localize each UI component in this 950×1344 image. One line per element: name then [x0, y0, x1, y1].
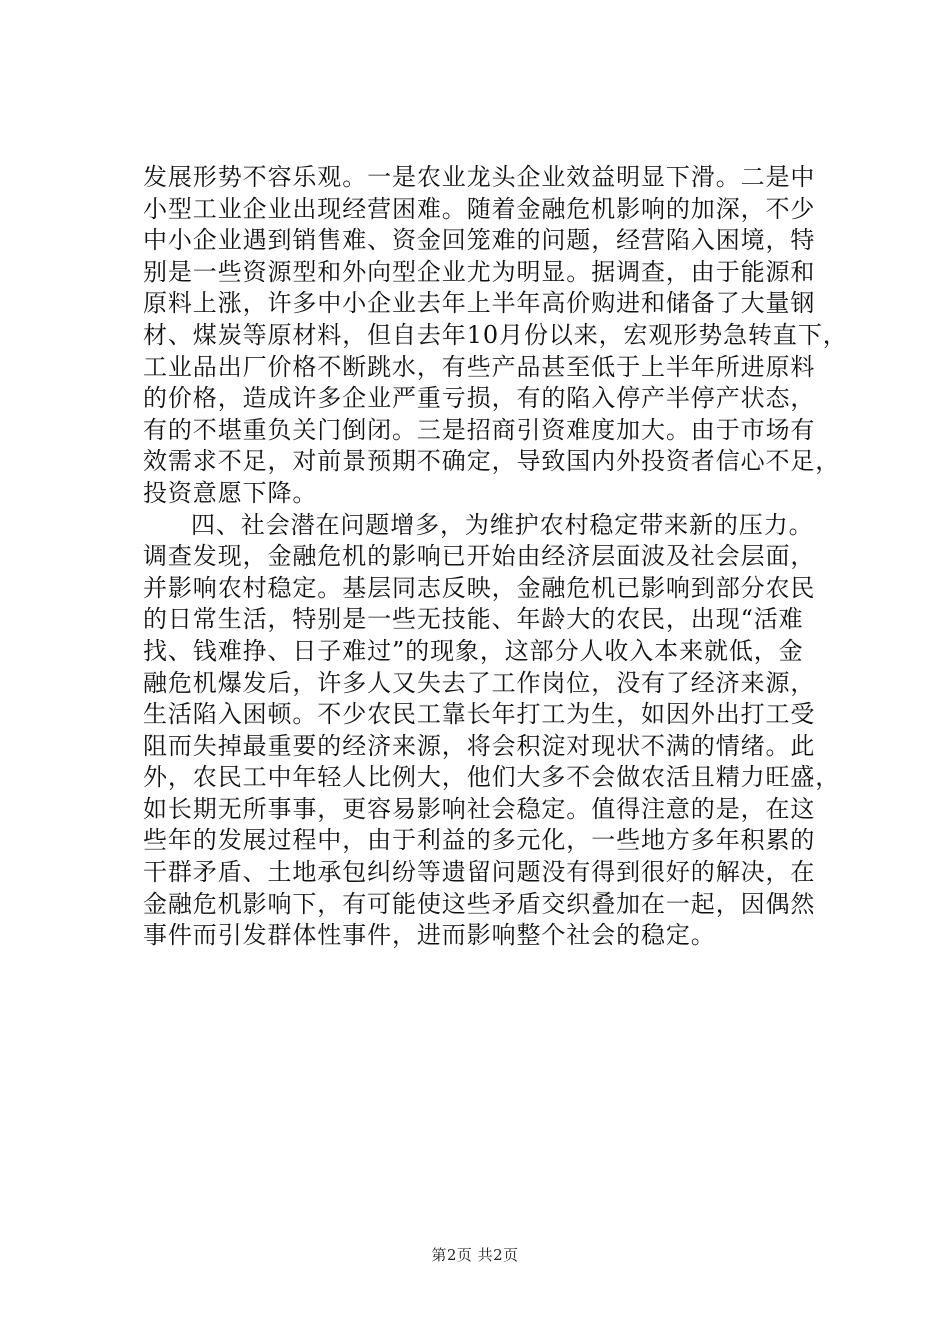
paragraph-2: [143, 510, 841, 952]
text-line: 阻而失掉最重要的经济来源，将会积淀对现状不满的情绪。此: [143, 731, 816, 760]
text-line: 外，农民工中年轻人比例大，他们大多不会做农活且精力旺盛，: [143, 763, 841, 792]
body-text: [143, 162, 848, 952]
text-line: 四、社会潜在问题增多，为维护农村稳定带来新的压力。: [191, 510, 814, 539]
text-line: 有的不堪重负关门倒闭。三是招商引资难度加大。由于市场有: [143, 415, 816, 444]
text-line: 干群矛盾、土地承包纠纷等遗留问题没有得到很好的解决，在: [143, 858, 816, 887]
text-line: 生活陷入困顿。不少农民工靠长年打工为生，如因外出打工受: [143, 700, 816, 729]
text-line: 融危机爆发后，许多人又失去了工作岗位，没有了经济来源，: [143, 668, 816, 697]
paragraph-1: [143, 162, 848, 510]
text-line: 投资意愿下降。: [143, 478, 318, 507]
text-line: 别是一些资源型和外向型企业尤为明显。据调查，由于能源和: [143, 257, 816, 286]
text-line: 并影响农村稳定。基层同志反映，金融危机已影响到部分农民: [143, 573, 816, 602]
text-line: 金融危机影响下，有可能使这些矛盾交织叠加在一起，因偶然: [143, 889, 816, 918]
text-line: 工业品出厂价格不断跳水，有些产品甚至低于上半年所进原料: [143, 352, 816, 381]
page-number: 第2页 共2页: [431, 1246, 519, 1264]
text-line: 材、煤炭等原材料，但自去年10月份以来，宏观形势急转直下，: [143, 320, 848, 349]
text-line: 事件而引发群体性事件，进而影响整个社会的稳定。: [143, 921, 716, 950]
text-line: 调查发现，金融危机的影响已开始由经济层面波及社会层面，: [143, 542, 816, 571]
text-line: 效需求不足，对前景预期不确定，导致国内外投资者信心不足，: [143, 447, 841, 476]
text-line: 如长期无所事事，更容易影响社会稳定。值得注意的是，在这: [143, 794, 816, 823]
text-line: 发展形势不容乐观。一是农业龙头企业效益明显下滑。二是中: [143, 163, 816, 191]
text-line: 的价格，造成许多企业严重亏损，有的陷入停产半停产状态，: [143, 384, 816, 413]
text-line: 些年的发展过程中，由于利益的多元化，一些地方多年积累的: [143, 826, 816, 855]
text-line: 小型工业企业出现经营困难。随着金融危机影响的加深，不少: [143, 194, 816, 223]
text-line: 找、钱难挣、日子难过”的现象，这部分人收入本来就低，金: [143, 636, 804, 665]
text-line: 原料上涨，许多中小企业去年上半年高价购进和储备了大量钢: [143, 289, 816, 318]
text-line: 中小企业遇到销售难、资金回笼难的问题，经营陷入困境，特: [143, 226, 816, 255]
page-footer: [0, 1244, 950, 1265]
text-line: 的日常生活，特别是一些无技能、年龄大的农民，出现“活难: [143, 605, 804, 634]
